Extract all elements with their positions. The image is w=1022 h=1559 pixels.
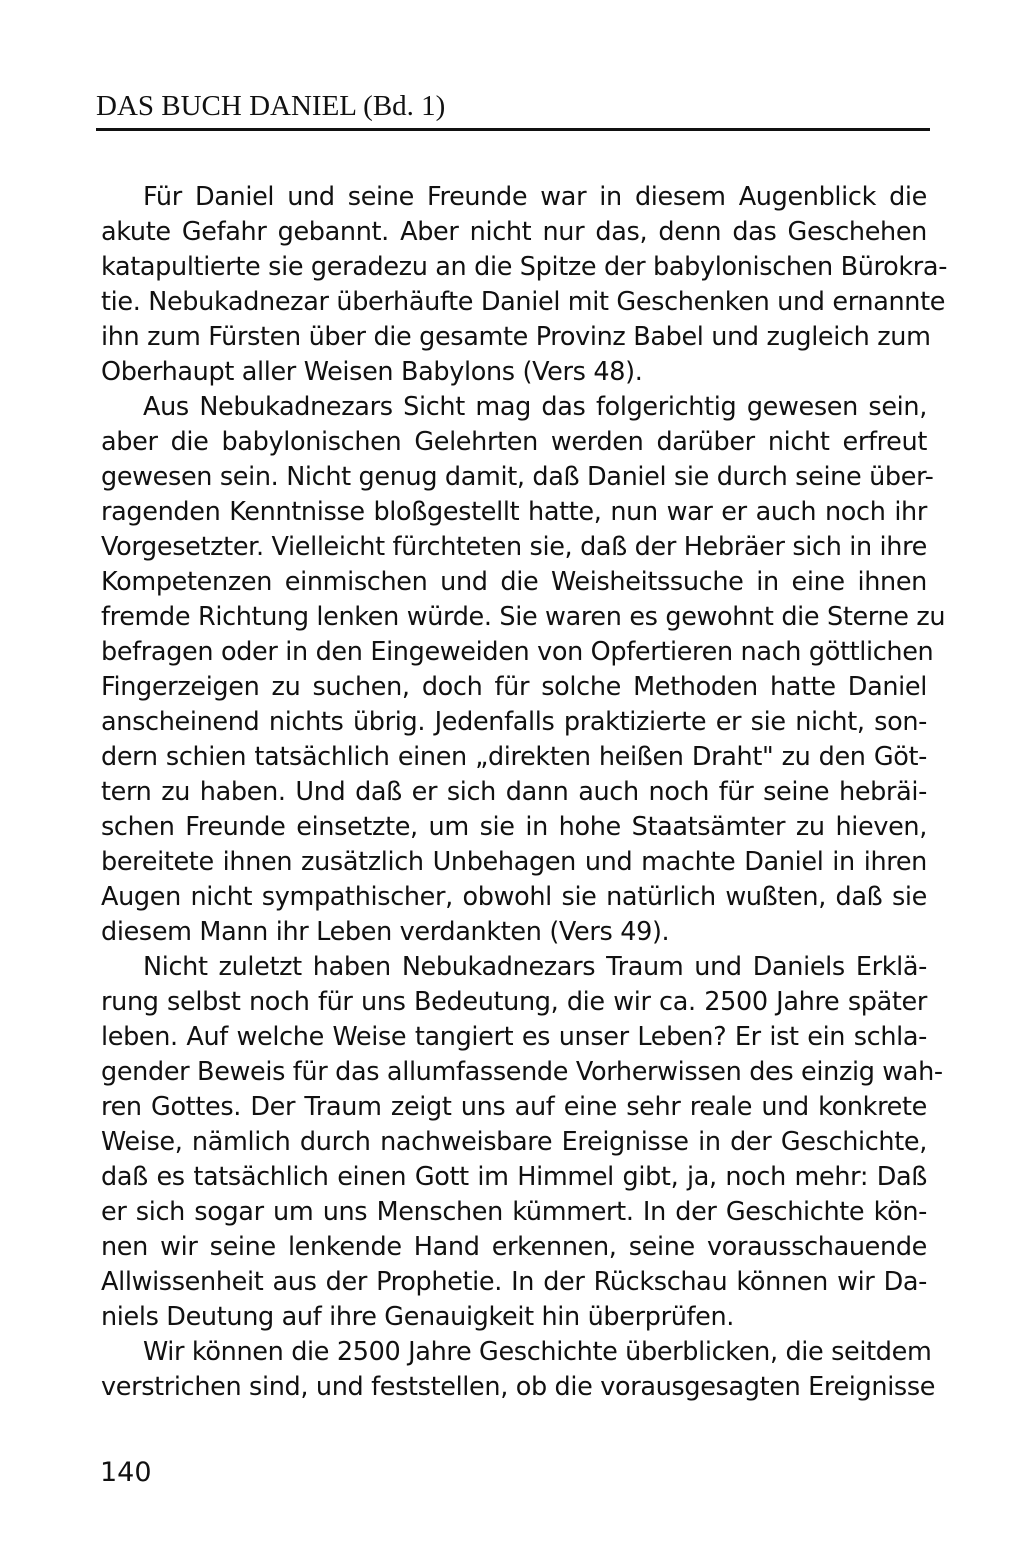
text-line: dern schien tatsächlich einen „direkten heißen Draht" zu den Göt- <box>101 742 927 772</box>
text-line: Augen nicht sympathischer, obwohl sie natürlich wußten, daß sie <box>101 882 927 912</box>
text-line: Allwissenheit aus der Prophetie. In der Rückschau können wir Da- <box>101 1267 927 1297</box>
paragraph <box>101 390 946 950</box>
text-line: diesem Mann ihr Leben verdankten (Vers 49). <box>101 917 670 947</box>
text-line: katapultierte sie geradezu an die Spitze der babylonischen Bürokra- <box>101 252 948 282</box>
text-line: nen wir seine lenkende Hand erkennen, seine vorausschauende <box>101 1232 927 1262</box>
text-line: verstrichen sind, und feststellen, ob die vorausgesagten Ereignisse <box>101 1372 936 1402</box>
running-head-title: DAS BUCH DANIEL (Bd. 1) <box>96 90 446 122</box>
text-line: fremde Richtung lenken würde. Sie waren es gewohnt die Sterne zu <box>101 602 946 632</box>
text-line: bereitete ihnen zusätzlich Unbehagen und machte Daniel in ihren <box>101 847 927 877</box>
text-line: Oberhaupt aller Weisen Babylons (Vers 48). <box>101 357 643 387</box>
text-line: Kompetenzen einmischen und die Weisheitssuche in eine ihnen <box>101 567 927 597</box>
text-line: tern zu haben. Und daß er sich dann auch noch für seine hebräi- <box>101 777 927 807</box>
text-line: daß es tatsächlich einen Gott im Himmel gibt, ja, noch mehr: Daß <box>101 1162 927 1192</box>
text-line: gewesen sein. Nicht genug damit, daß Daniel sie durch seine über- <box>101 462 934 492</box>
body-text <box>101 180 948 1405</box>
text-line: ihn zum Fürsten über die gesamte Provinz Babel und zugleich zum <box>101 322 931 352</box>
header-rule <box>96 128 930 131</box>
text-line: schen Freunde einsetzte, um sie in hohe Staatsämter zu hieven, <box>101 812 927 842</box>
text-line: akute Gefahr gebannt. Aber nicht nur das, denn das Geschehen <box>101 217 927 247</box>
text-line: befragen oder in den Eingeweiden von Opfertieren nach göttlichen <box>101 637 934 667</box>
text-line: rung selbst noch für uns Bedeutung, die wir ca. 2500 Jahre später <box>101 987 927 1017</box>
text-line: gender Beweis für das allumfassende Vorherwissen des einzig wah- <box>101 1057 943 1087</box>
text-line: aber die babylonischen Gelehrten werden darüber nicht erfreut <box>101 427 927 457</box>
paragraph <box>101 180 948 390</box>
text-line: er sich sogar um uns Menschen kümmert. In der Geschichte kön- <box>101 1197 927 1227</box>
text-line: ragenden Kenntnisse bloßgestellt hatte, nun war er auch noch ihr <box>101 497 927 527</box>
text-line: Vorgesetzter. Vielleicht fürchteten sie, daß der Hebräer sich in ihre <box>101 532 928 562</box>
text-line: Aus Nebukadnezars Sicht mag das folgerichtig gewesen sein, <box>143 392 927 422</box>
text-line: ren Gottes. Der Traum zeigt uns auf eine sehr reale und konkrete <box>101 1092 927 1122</box>
text-line: anscheinend nichts übrig. Jedenfalls praktizierte er sie nicht, son- <box>101 707 927 737</box>
paragraph <box>101 1335 936 1405</box>
text-line: niels Deutung auf ihre Genauigkeit hin überprüfen. <box>101 1302 735 1332</box>
text-line: tie. Nebukadnezar überhäufte Daniel mit Geschenken und ernannte <box>101 287 946 317</box>
text-line: Für Daniel und seine Freunde war in diesem Augenblick die <box>143 182 927 212</box>
page-number: 140 <box>100 1457 152 1488</box>
text-line: leben. Auf welche Weise tangiert es unser Leben? Er ist ein schla- <box>101 1022 927 1052</box>
text-line: Nicht zuletzt haben Nebukadnezars Traum und Daniels Erklä- <box>143 952 927 982</box>
paragraph <box>101 950 943 1335</box>
text-line: Wir können die 2500 Jahre Geschichte überblicken, die seitdem <box>143 1337 932 1367</box>
text-line: Fingerzeigen zu suchen, doch für solche Methoden hatte Daniel <box>101 672 927 702</box>
text-line: Weise, nämlich durch nachweisbare Ereignisse in der Geschichte, <box>101 1127 927 1157</box>
